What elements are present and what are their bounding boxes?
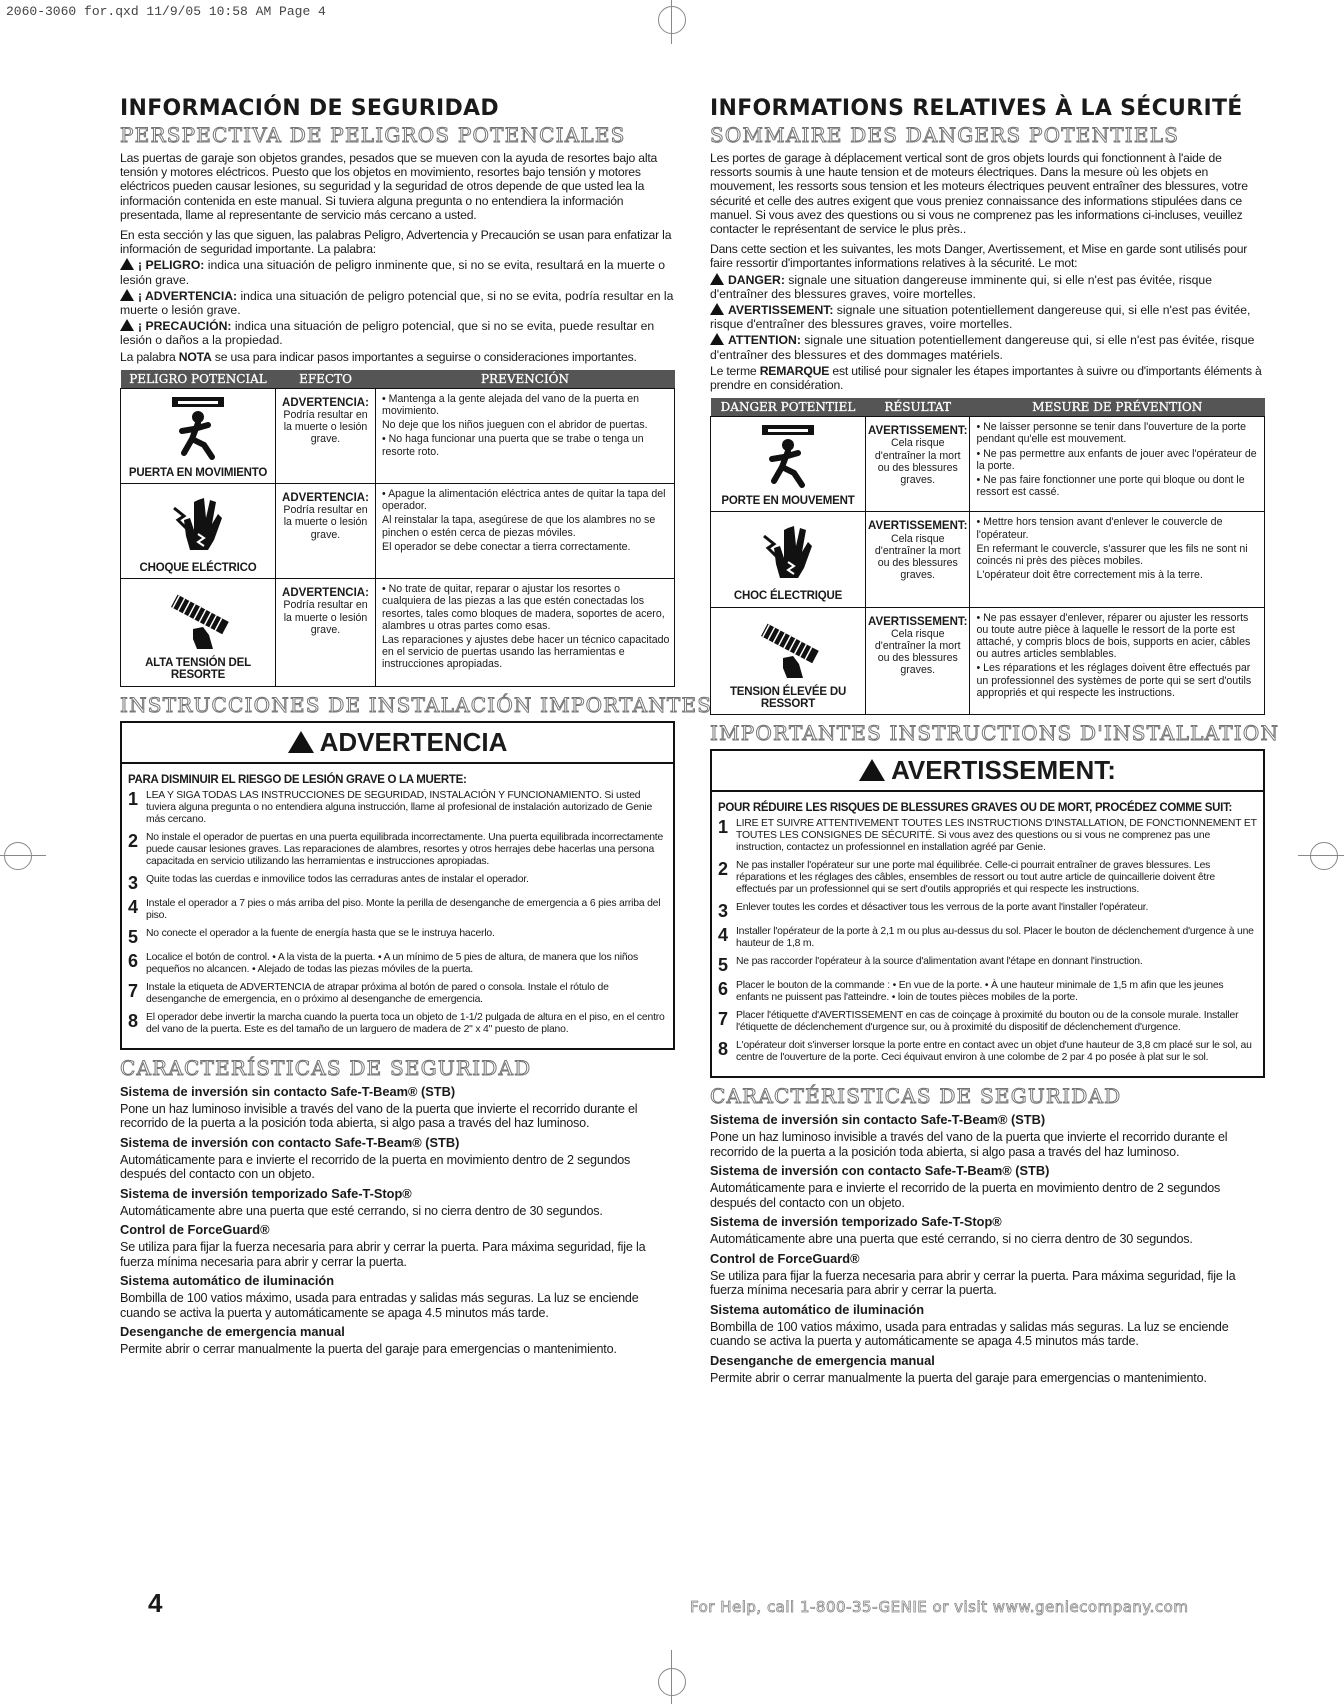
list-item: 8 El operador debe invertir la marcha cuando la puerta toca un objeto de 1-1/2 pulgada de altura en el piso, en el centro del vano de la puerta. Este es del tamaño de un larguero de madera de 2" x 4" puesto de plano.: [128, 1010, 665, 1035]
caution-definition: ¡ PRECAUCIÓN: indica una situación de peligro potencial, que si no se evita, puede resultar en lesión o daños a la propiedad.: [120, 319, 655, 348]
feature-heading: Sistema de inversión temporizado Safe-T-Stop®: [120, 1185, 412, 1201]
list-item: 3 Quite todas las cuerdas e inmovilice todos las cerraduras antes de instalar el operador.: [128, 872, 529, 893]
warning-box: [710, 749, 1265, 1078]
list-item: 2 Ne pas installer l'opérateur sur une porte mal équilibrée. Celle-ci pourrait entraîner de graves blessures. Les réparations et les réglages des câbles, ensembles de ressort ou tout autre article de quincaillerie doivent être effectués par un professionnel qui se sert d'outils appropriés et qui respecte les instructions.: [718, 859, 1215, 896]
column-header: DANGER POTENTIEL: [711, 398, 866, 417]
list-item: 1 LIRE ET SUIVRE ATTENTIVEMENT TOUTES LES INSTRUCTIONS D'INSTALLATION, DE FONCTIONNEMENT ET TOUTES LES CONSIGNES DE SÉCURITÉ. Si vous avez des questions ou si vous ne comprenez pas une instruction, contactez un professionnel en installation agréé par Genie.: [718, 817, 1257, 854]
feature-text: Bombilla de 100 vatios máximo, usada para entradas y salidas más seguras. La luz se enciende cuando se activa la puerta y automáticamente se apaga 4.5 minutos más tarde.: [710, 1319, 1229, 1349]
electric-shock-icon: [123, 488, 273, 558]
feature-heading: Sistema de inversión con contacto Safe-T-Beam® (STB): [710, 1163, 1050, 1179]
list-item: 8 L'opérateur doit s'inverser lorsque la porte entre en contact avec un objet d'une hauteur de 3,8 cm placé sur le sol, au centre de l'ouverture de la porte. Ceci équivaut environ à une colombe de 2 par 4 po posée à plat sur le sol.: [718, 1039, 1252, 1064]
feature-heading: Control de ForceGuard®: [710, 1250, 860, 1266]
caution-definition: ATTENTION: signale une situation potentiellement dangereuse qui, si elle n'est pas évitée, risque d'entraîner des blessures et des dommages matériels.: [710, 333, 1255, 362]
list-item: 5 Ne pas raccorder l'opérateur à la source d'alimentation avant l'étape en donnant l'instruction.: [718, 955, 1143, 976]
installation-instructions-banner: INSTRUCCIONES DE INSTALACIÓN IMPORTANTES: [120, 692, 713, 717]
feature-heading: Control de ForceGuard®: [120, 1222, 270, 1238]
feature-heading: Desenganche de emergencia manual: [120, 1324, 345, 1340]
feature-heading: Sistema de inversión con contacto Safe-T-Beam® (STB): [120, 1134, 460, 1150]
registration-line: [0, 855, 46, 856]
warning-heading: AVERTISSEMENT:: [712, 751, 1263, 792]
safety-features-list: [710, 1112, 1265, 1385]
feature-text: Pone un haz luminoso invisible a través del vano de la puerta que invierte el recorrido durante el recorrido de la puerta a la posición toda abierta, si algo pasa a través del haz luminoso.: [120, 1101, 638, 1131]
feature-text: Bombilla de 100 vatios máximo, usada para entradas y salidas más seguras. La luz se enciende cuando se activa la puerta y automáticamente se apaga 4.5 minutos más tarde.: [120, 1291, 639, 1320]
registration-mark-bottom: [658, 1668, 686, 1696]
note-definition: Le terme REMARQUE est utilisé pour signaler les étapes importantes à suivre ou d'importants éléments à prendre en considération.: [710, 363, 1262, 393]
danger-definition: DANGER: signale une situation dangereuse imminente qui, si elle n'est pas évitée, risque d'entraîner des blessures graves, voire mortelles.: [710, 272, 1212, 301]
safety-features-list: [120, 1084, 675, 1357]
intro-paragraph: Les portes de garage à déplacement vertical sont de gros objets lourds qui fonctionnent à l'aide de ressorts soumis à une haute tension et de moteurs électriques. Dans la mesure où les objets en mouvement, les ressorts sous tension et les moteurs électriques peuvent entraîner des blessures, votre sécurité et celle des autres exigent que vous preniez connaissance des informations stipulées dans ce manuel. Si vous avez des questions ou si vous ne comprenez pas les informations ci-incluses, veuillez contacter le représentant de service le plus près..: [710, 151, 1248, 237]
page-number: 4: [148, 1588, 163, 1618]
moving-door-icon: [123, 393, 273, 463]
warning-triangle-icon: [120, 289, 134, 301]
column-header: PREVENCIÓN: [376, 370, 675, 389]
safety-features-banner: CARACTERÍSTICAS DE SEGURIDAD: [120, 1055, 532, 1080]
feature-text: Pone un haz luminoso invisible a través del vano de la puerta que invierte el recorrido durante el recorrido de la puerta a la posición toda abierta, si algo pasa a través del haz luminoso.: [710, 1130, 1228, 1159]
column-header: PELIGRO POTENCIAL: [121, 370, 276, 389]
feature-text: Permite abrir o cerrar manualmente la puerta del garaje para emergencias o mantenimiento.: [120, 1342, 617, 1357]
warning-heading: ADVERTENCIA: [122, 723, 673, 764]
warning-triangle-icon: [710, 333, 724, 345]
feature-text: Se utiliza para fijar la fuerza necesaria para abrir y cerrar la puerta. Para máxima seguridad, fije la fuerza mínima necesaria para abrir y cerrar la puerta.: [710, 1268, 1236, 1298]
feature-text: Automáticamente para e invierte el recorrido de la puerta en movimiento dentro de 2 segundos después del contacto con un objeto.: [120, 1152, 631, 1182]
feature-heading: Sistema de inversión temporizado Safe-T-Stop®: [710, 1214, 1002, 1230]
list-item: 2 No instale el operador de puertas en una puerta equilibrada incorrectamente. Una puerta equilibrada incorrectamente puede causar lesiones graves. Las reparaciones de alambres, resortes y otros herrajes debe hacerlas una persona capacitada en servicio utilizando las herramientas e instrucciones apropiadas.: [128, 830, 664, 867]
feature-text: Automáticamente abre una puerta que esté cerrando, si no cierra dentro de 30 segundos.: [710, 1232, 1193, 1247]
feature-heading: Sistema automático de iluminación: [120, 1273, 335, 1289]
registration-line: [671, 1650, 672, 1704]
electric-shock-icon: [713, 516, 863, 586]
table-row: TENSION ÉLEVÉE DU RESSORT AVERTISSEMENT: Cela risque d'entraîner la mort ou des blessures graves. • Ne pas essayer d'enlever, réparer ou ajuster les ressorts ou toute autre pièce à laquelle le ressort de la porte est attaché, y compris blocs de bois, supports en acier, câbles ou autres articles semblables. • Les réparations et les réglages doivent être effectués par un professionnel des systèmes de porte qui se sert d'outils appropriés et qui respecte les instructions.: [711, 607, 1265, 714]
warning-triangle-icon: [120, 319, 134, 331]
registration-mark-right: [1310, 842, 1338, 870]
warning-triangle-icon: [120, 258, 134, 270]
section-title: INFORMACIÓN DE SEGURIDAD: [120, 96, 499, 121]
column-header: MESURE DE PRÉVENTION: [970, 398, 1265, 417]
spanish-column: [120, 96, 713, 1361]
list-item: 4 Installer l'opérateur de la porte à 2,1 m ou plus au-dessus du sol. Placer le bouton de déclenchement d'urgence à une hauteur de 1,8 m.: [718, 925, 1254, 950]
table-row: PORTE EN MOUVEMENT AVERTISSEMENT: Cela risque d'entraîner la mort ou des blessures graves. • Ne laisser personne se tenir dans l'ouverture de la porte pendant qu'elle est mouvement. • Ne pas permettre aux enfants de jouer avec l'opérateur de la porte. • Ne pas faire fonctionner une porte qui bloque ou dont le ressort est cassé.: [711, 417, 1265, 512]
signal-words-paragraph: Dans cette section et les suivantes, les mots Danger, Avertissement, et Mise en garde sont utilisés pour faire ressortir d'importantes informations relatives à la sécurité. Le mot:: [710, 242, 1248, 271]
feature-text: Permite abrir o cerrar manualmente la puerta del garaje para emergencias o mantenimiento.: [710, 1370, 1207, 1385]
hazard-table: [710, 398, 1265, 715]
warning-box: [120, 721, 675, 1050]
registration-mark-left: [4, 842, 32, 870]
section-title: INFORMATIONS RELATIVES À LA SÉCURITÉ: [710, 96, 1243, 121]
list-item: 3 Enlever toutes les cordes et désactiver tous les verrous de la porte avant l'installer l'opérateur.: [718, 901, 1149, 922]
registration-line: [1298, 855, 1344, 856]
instruction-steps: [128, 790, 667, 1036]
intro-paragraph: Las puertas de garaje son objetos grandes, pesados que se mueven con la ayuda de resortes bajo alta tensión y motores eléctricos. Puesto que los objetos en movimiento, resortes bajo tensión y motores eléctricos pueden causar lesiones, su seguridad y la seguridad de otros depende de que usted lea la información contenida en este manual. Si tuviera alguna pregunta o no entendiera la información presentada, llame al representante de servicio más cercano a usted.: [120, 151, 658, 222]
warning-triangle-icon: [710, 273, 724, 285]
feature-heading: Sistema de inversión sin contacto Safe-T-Beam® (STB): [710, 1112, 1046, 1128]
table-row: ALTA TENSIÓN DEL RESORTE ADVERTENCIA: Podría resultar en la muerte o lesión grave. • No trate de quitar, reparar o ajustar los resortes o cualquiera de las piezas a las que estén conectadas los resortes, tales como bloques de madera, soportes de acero, alambres u otras partes como esas. Las reparaciones y ajustes debe hacer un técnico capacitado en el servicio de puertas usando las herramientas e instrucciones apropiadas.: [121, 579, 675, 686]
moving-door-icon: [713, 421, 863, 491]
feature-heading: Desenganche de emergencia manual: [710, 1352, 935, 1368]
warning-definition: AVERTISSEMENT: signale une situation potentiellement dangereuse qui, si elle n'est pas évitée, risque d'entraîner des blessures graves, voire mortelles.: [710, 303, 1251, 332]
list-item: 4 Instale el operador a 7 pies o más arriba del piso. Monte la perilla de desenganche de emergencia a 6 pies arriba del piso.: [128, 896, 661, 921]
french-column: [710, 96, 1280, 1389]
installation-instructions-banner: IMPORTANTES INSTRUCTIONS D'INSTALLATION: [710, 721, 1280, 746]
feature-heading: Sistema de inversión sin contacto Safe-T-Beam® (STB): [120, 1083, 456, 1099]
warning-triangle-icon: [710, 303, 724, 315]
warning-triangle-icon: [859, 759, 885, 781]
feature-text: Se utiliza para fijar la fuerza necesaria para abrir y cerrar la puerta. Para máxima seguridad, fije la fuerza mínima necesaria para abrir y cerrar la puerta.: [120, 1240, 646, 1269]
hazard-table: [120, 370, 675, 687]
list-item: 7 Placer l'étiquette d'AVERTISSEMENT en cas de coinçage à proximité du bouton ou de la console murale. Installer l'étiquette de déclenchement d'urgence sur, ou à proximité du dispositif de déclenchement d'urgence.: [718, 1009, 1239, 1034]
list-item: 5 No conecte el operador a la fuente de energía hasta que se le instruya hacerlo.: [128, 926, 495, 947]
feature-text: Automáticamente para e invierte el recorrido de la puerta en movimiento dentro de 2 segundos después del contacto con un objeto.: [710, 1181, 1221, 1210]
feature-text: Automáticamente abre una puerta que esté cerrando, si no cierra dentro de 30 segundos.: [120, 1203, 603, 1218]
feature-heading: Sistema automático de iluminación: [710, 1301, 925, 1317]
note-definition: La palabra NOTA se usa para indicar pasos importantes a seguirse o consideraciones importantes.: [120, 349, 637, 364]
warning-definition: ¡ ADVERTENCIA: indica una situación de peligro potencial que, si no se evita, podría resultar en la muerte o lesión grave.: [120, 288, 674, 318]
spring-tension-icon: [713, 612, 863, 682]
spring-tension-icon: [123, 583, 273, 653]
list-item: 1 LEA Y SIGA TODAS LAS INSTRUCCIONES DE SEGURIDAD, INSTALACIÓN Y FUNCIONAMIENTO. Si usted tuviera alguna pregunta o no entendiera alguna instrucción, llame al profesional de instalación autorizado de Genie más cercano.: [128, 788, 653, 825]
print-slug: 2060-3060 for.qxd 11/9/05 10:58 AM Page 4: [6, 4, 326, 19]
column-header: RÉSULTAT: [866, 398, 970, 417]
registration-line: [671, 0, 672, 44]
list-item: 7 Instale la etiqueta de ADVERTENCIA de atrapar próxima al botón de pared o consola. Instale el rótulo de desenganche de emergencia, en o próximo al desenganche de emergencia.: [128, 980, 609, 1005]
list-item: 6 Placer le bouton de la commande : • En vue de la porte. • À une hauteur minimale de 1,5 m afin que les jeunes enfants ne puissent pas l'atteindre. • loin de toutes pièces mobiles de la porte.: [718, 979, 1224, 1004]
footer-help-line: For Help, call 1-800-35-GENIE or visit www.geniecompany.com: [690, 1598, 1189, 1616]
table-row: CHOC ÉLECTRIQUE AVERTISSEMENT: Cela risque d'entraîner la mort ou des blessures graves. • Mettre hors tension avant d'enlever le couvercle de l'opérateur. En refermant le couvercle, s'assurer que les fils ne sont ni coincés ni près des pièces mobiles. L'opérateur doit être correctement mis à la terre.: [711, 512, 1265, 607]
danger-definition: ¡ PELIGRO: indica una situación de peligro inminente que, si no se evita, resultará en la muerte o lesión grave.: [120, 258, 666, 287]
warning-subheading: POUR RÉDUIRE LES RISQUES DE BLESSURES GRAVES OU DE MORT, PROCÉDEZ COMME SUIT:: [718, 802, 1233, 815]
hazard-overview-banner: SOMMAIRE DES DANGERS POTENTIELS: [710, 123, 1180, 147]
signal-words-paragraph: En esta sección y las que siguen, las palabras Peligro, Advertencia y Precaución se usan para enfatizar la información de seguridad importante. La palabra:: [120, 228, 672, 257]
safety-features-banner: CARACTÉRISTICAS DE SEGURIDAD: [710, 1084, 1122, 1109]
table-row: CHOQUE ELÉCTRICO ADVERTENCIA: Podría resultar en la muerte o lesión grave. • Apague la alimentación eléctrica antes de quitar la tapa del operador. Al reinstalar la tapa, asegúrese de que los alambres no se pinchen o estén cerca de piezas móviles. El operador se debe conectar a tierra correctamente.: [121, 484, 675, 579]
registration-mark-top: [658, 6, 686, 34]
warning-subheading: PARA DISMINUIR EL RIESGO DE LESIÓN GRAVE O LA MUERTE:: [128, 773, 467, 786]
list-item: 6 Localice el botón de control. • A la vista de la puerta. • A un mínimo de 5 pies de altura, de manera que los niños pequeños no alcancen. • Alejado de todas las piezas móviles de la puerta.: [128, 950, 639, 975]
instruction-steps: [718, 818, 1257, 1064]
column-header: EFECTO: [276, 370, 376, 389]
table-row: PUERTA EN MOVIMIENTO ADVERTENCIA: Podría resultar en la muerte o lesión grave. • Mantenga a la gente alejada del vano de la puerta en movimiento. No deje que los niños jueguen con el abridor de puertas. • No haga funcionar una puerta que se trabe o tenga un resorte roto.: [121, 388, 675, 483]
warning-triangle-icon: [288, 731, 314, 753]
hazard-overview-banner: PERSPECTIVA DE PELIGROS POTENCIALES: [120, 123, 626, 147]
